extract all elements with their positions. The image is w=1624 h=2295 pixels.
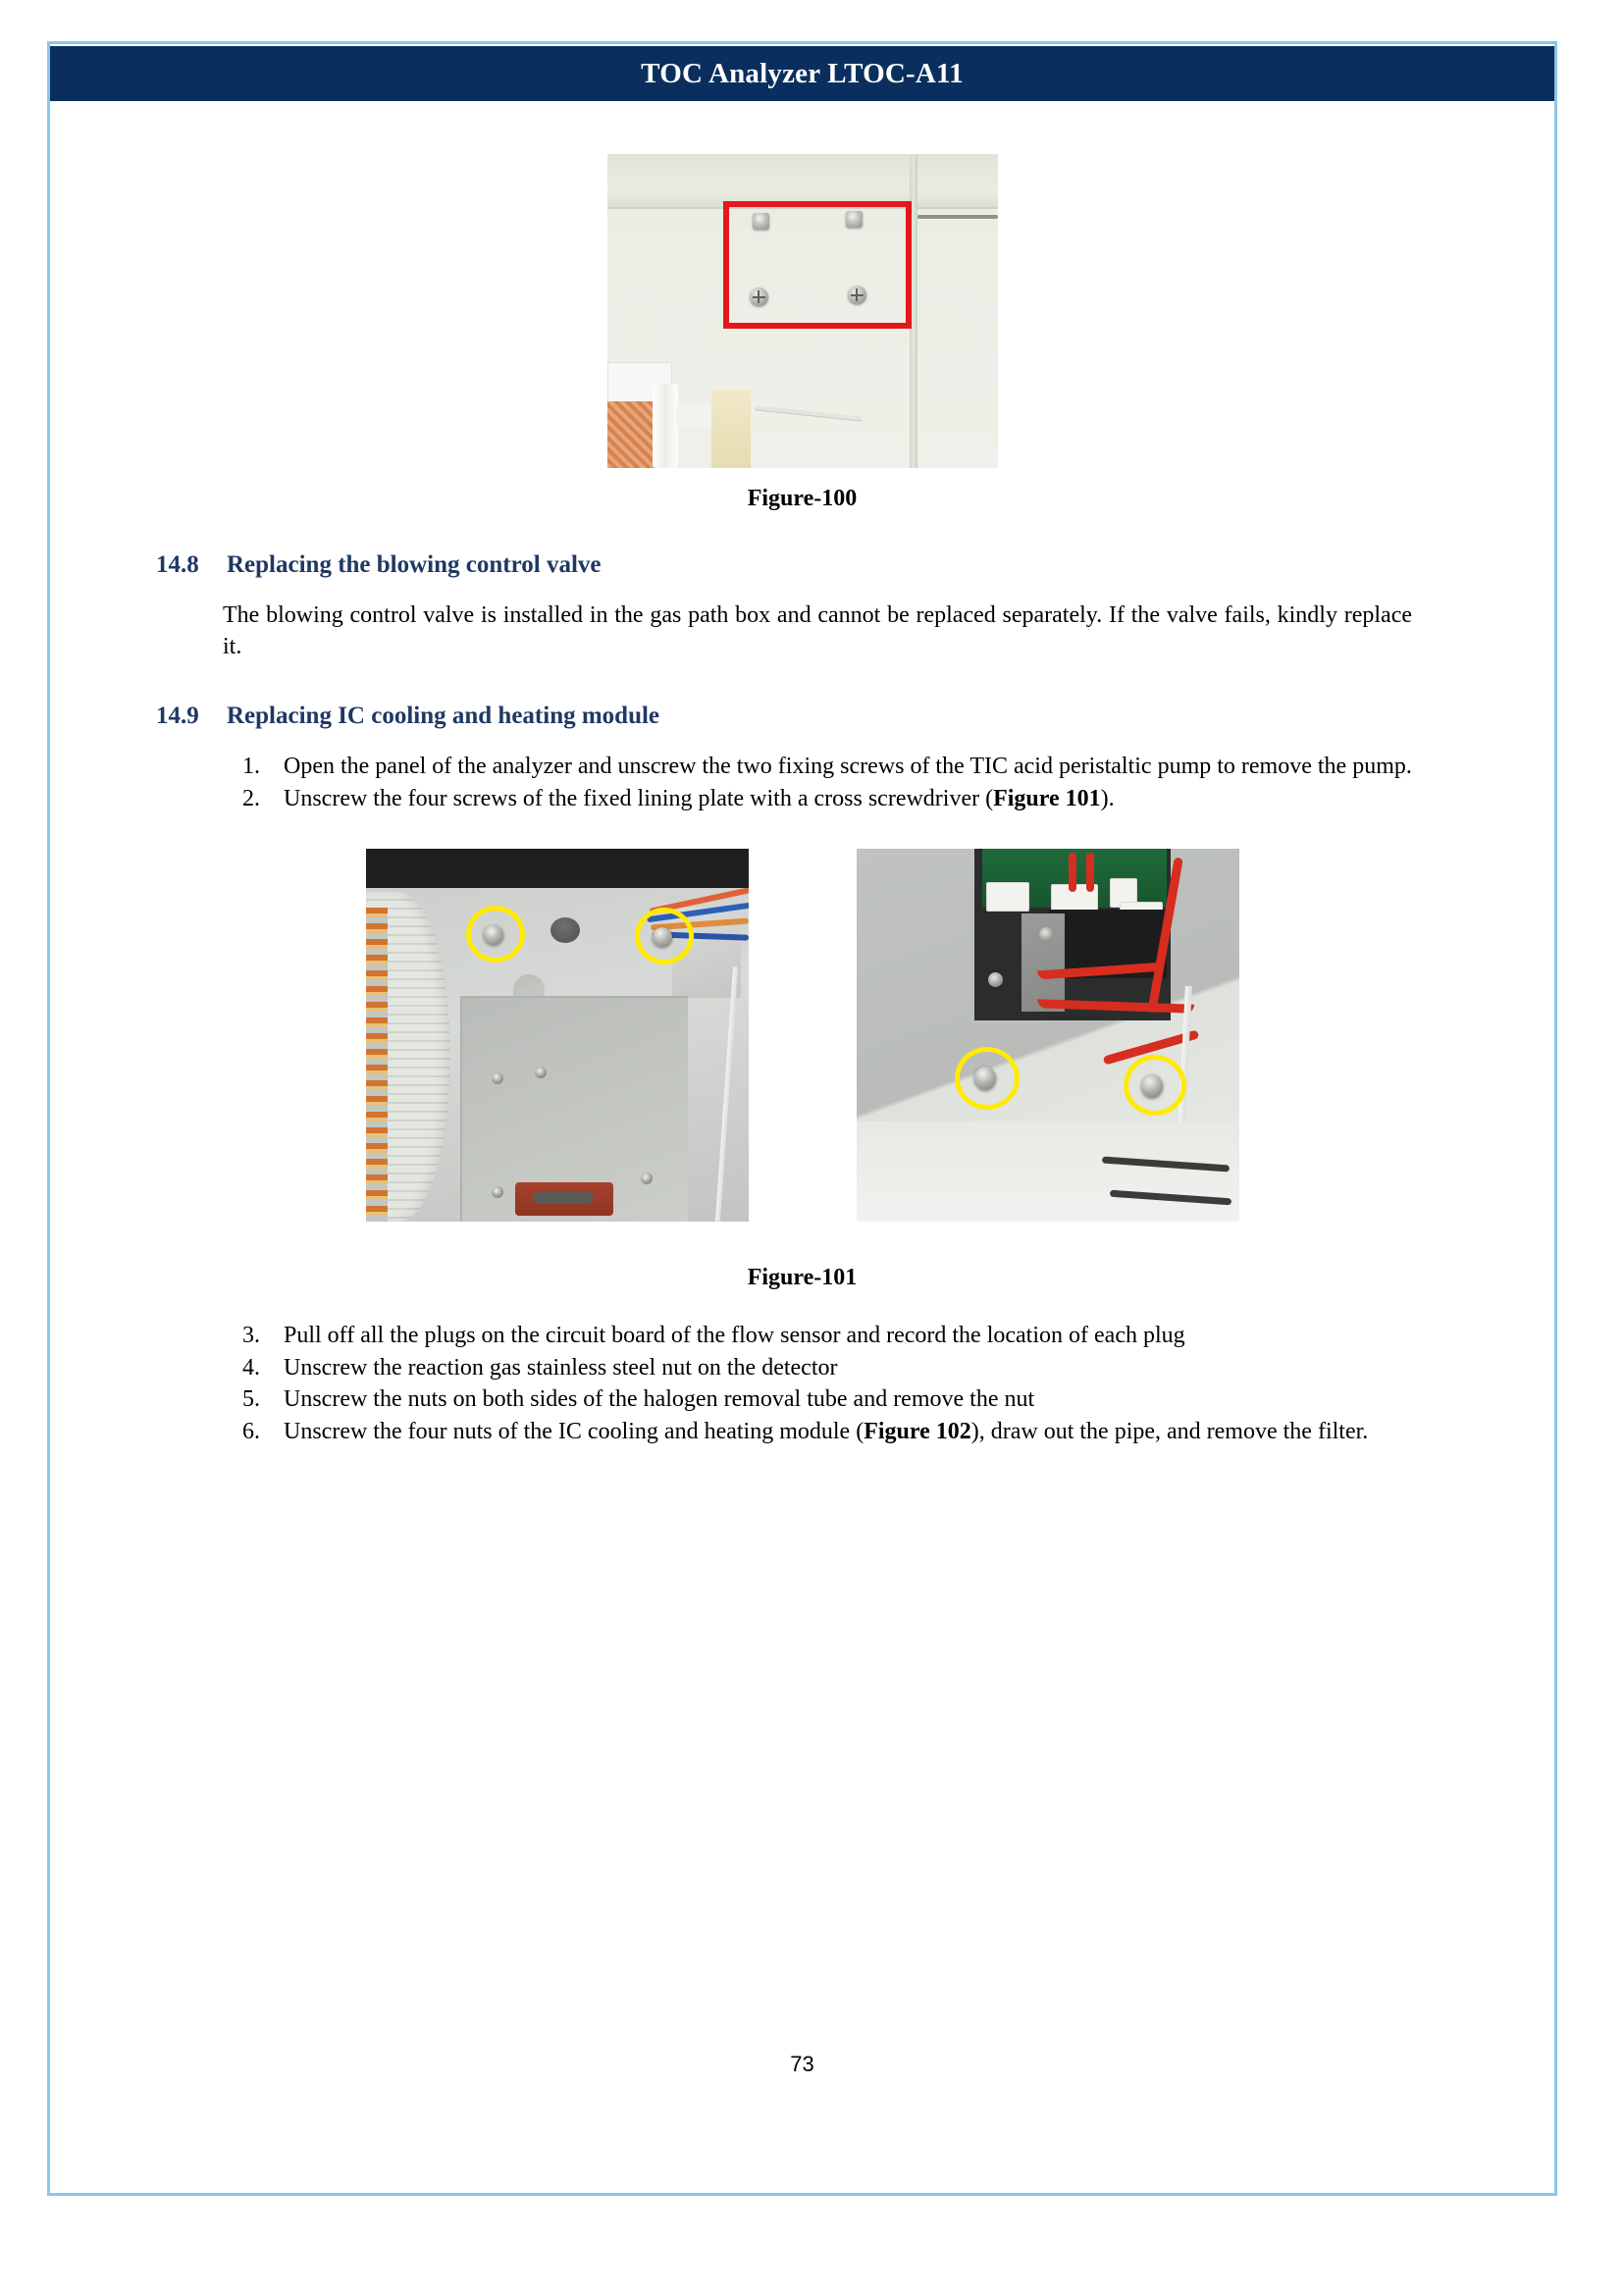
plate-hole-lower-left bbox=[492, 1186, 503, 1198]
white-tube bbox=[653, 384, 678, 468]
copper-mesh bbox=[607, 401, 658, 468]
document-page bbox=[47, 41, 1557, 2196]
white-wire bbox=[755, 405, 863, 420]
figure-101-left-photo bbox=[366, 849, 749, 1222]
list-item bbox=[242, 1321, 1412, 1352]
section-heading-14-9 bbox=[50, 703, 1554, 730]
red-highlight-rectangle bbox=[723, 201, 912, 329]
clear-tube bbox=[714, 966, 737, 1222]
list-item-number: 1. bbox=[242, 753, 260, 779]
list-item-number: 6. bbox=[242, 1419, 260, 1445]
list-item-text: Unscrew the four screws of the fixed lining plate with a cross screwdriver ( bbox=[284, 785, 994, 811]
section-14-8-paragraph: The blowing control valve is installed in the gas path box and cannot be replaced separately. If the valve fails, kindly replace it. bbox=[223, 602, 1412, 659]
figure-100-caption: Figure-100 bbox=[747, 486, 858, 511]
list-item bbox=[242, 1417, 1412, 1448]
yellow-highlight-circle-right bbox=[1124, 1055, 1186, 1116]
list-item bbox=[242, 1353, 1412, 1384]
section-title: Replacing IC cooling and heating module bbox=[227, 702, 660, 729]
yellow-highlight-circle-left bbox=[955, 1047, 1020, 1110]
list-item-text: Unscrew the reaction gas stainless steel nut on the detector bbox=[284, 1354, 838, 1381]
figure-reference: Figure 101 bbox=[993, 785, 1101, 811]
page-number: 73 bbox=[790, 2052, 814, 2076]
foam-block bbox=[711, 390, 751, 468]
list-item bbox=[242, 752, 1412, 783]
connector-1 bbox=[986, 882, 1029, 912]
list-item bbox=[242, 1384, 1412, 1416]
dark-top-edge bbox=[366, 849, 749, 888]
list-item-text: ). bbox=[1100, 785, 1115, 811]
bracket-screw-top bbox=[1039, 927, 1054, 942]
list-item-number: 4. bbox=[242, 1354, 260, 1381]
yellow-highlight-circle-left bbox=[466, 906, 525, 963]
list-item bbox=[242, 784, 1412, 815]
plate-hole-left bbox=[492, 1072, 503, 1084]
figure-reference: Figure 102 bbox=[864, 1419, 971, 1445]
page-title: TOC Analyzer LTOC-A11 bbox=[641, 57, 964, 89]
page-header-bar bbox=[50, 46, 1554, 101]
list-item-text: Unscrew the four nuts of the IC cooling and heating module ( bbox=[284, 1419, 864, 1445]
list-item-text: ), draw out the pipe, and remove the filter. bbox=[970, 1419, 1369, 1445]
ribbon-cable-colors bbox=[366, 908, 388, 1222]
list-item-text: Open the panel of the analyzer and unscrew the two fixing screws of the TIC acid peristaltic pump to remove the pump. bbox=[284, 753, 1412, 779]
list-item-number: 2. bbox=[242, 785, 260, 811]
steps-list-before-figure bbox=[50, 752, 1554, 815]
steps-list-after-figure bbox=[50, 1321, 1554, 1449]
page-content bbox=[50, 101, 1554, 2193]
figure-101-caption: Figure-101 bbox=[747, 1264, 858, 1290]
section-title: Replacing the blowing control valve bbox=[227, 551, 602, 578]
list-item-text: Pull off all the plugs on the circuit board of the flow sensor and record the location of each plug bbox=[284, 1322, 1185, 1348]
bracket-slot bbox=[533, 1192, 594, 1204]
list-item-number: 3. bbox=[242, 1322, 260, 1348]
figure-101-container bbox=[50, 849, 1554, 1222]
figure-100-container bbox=[50, 154, 1554, 468]
figure-100-photo bbox=[607, 154, 998, 468]
section-number: 14.9 bbox=[156, 702, 199, 729]
list-item-number: 5. bbox=[242, 1386, 260, 1413]
pcb-red-wire-1 bbox=[1069, 853, 1076, 892]
list-item-text: Unscrew the nuts on both sides of the halogen removal tube and remove the nut bbox=[284, 1386, 1035, 1413]
section-heading-14-8 bbox=[50, 551, 1554, 579]
bracket-screw-bottom bbox=[988, 972, 1003, 987]
figure-101-right-photo bbox=[857, 849, 1239, 1222]
yellow-highlight-circle-right bbox=[635, 908, 694, 965]
plate-hole-lower-right bbox=[641, 1173, 653, 1184]
metal-rod bbox=[917, 215, 998, 219]
lower-ledge bbox=[857, 1121, 1239, 1222]
panel-hole bbox=[550, 917, 580, 943]
pcb-red-wire-2 bbox=[1086, 853, 1094, 892]
section-number: 14.8 bbox=[156, 551, 199, 578]
plate-hole-right bbox=[535, 1067, 547, 1078]
